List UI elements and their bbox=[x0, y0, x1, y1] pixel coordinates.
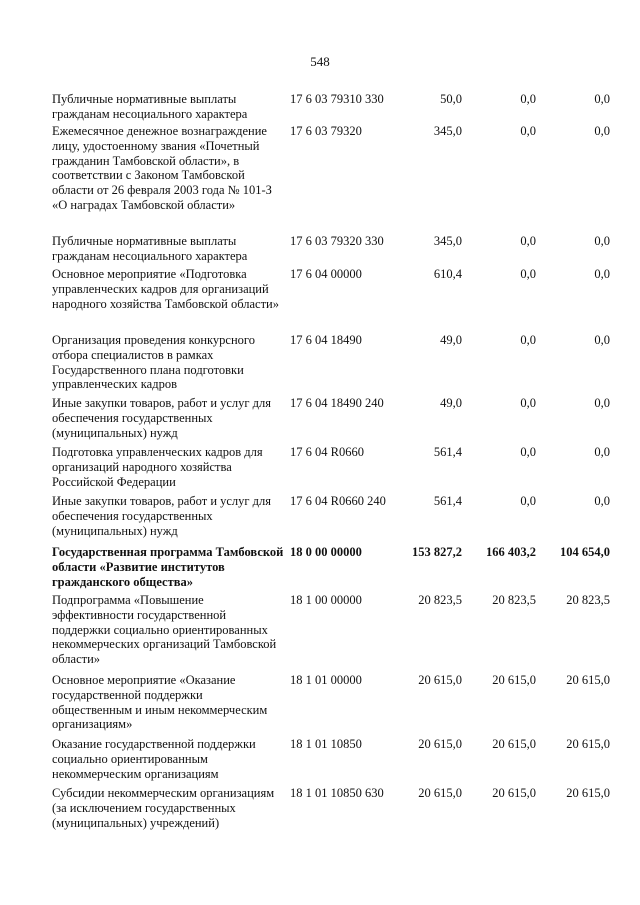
row-name: Публичные нормативные выплаты гражданам несоциального характера bbox=[52, 234, 248, 263]
row-code: 18 1 01 10850 630 bbox=[290, 786, 384, 800]
row-name: Публичные нормативные выплаты гражданам несоциального характера bbox=[52, 92, 248, 121]
row-value-2024: 345,0 bbox=[433, 234, 462, 248]
row-code: 17 6 04 18490 240 bbox=[290, 396, 384, 410]
row-value-2025: 0,0 bbox=[520, 267, 536, 281]
row-name: Оказание государственной поддержки социально ориентированным некоммерческим организациям bbox=[52, 737, 256, 781]
row-name: Субсидии некоммерческим организациям (за исключением государственных (муниципальных) учреждений) bbox=[52, 786, 275, 830]
row-name: Иные закупки товаров, работ и услуг для обеспечения государственных (муниципальных) нужд bbox=[52, 396, 272, 440]
row-value-2024: 20 823,5 bbox=[418, 593, 462, 607]
row-code: 18 1 01 00000 bbox=[290, 673, 362, 687]
row-code: 17 6 04 18490 bbox=[290, 333, 362, 347]
row-code: 17 6 04 R0660 240 bbox=[290, 494, 386, 508]
row-value-2024: 50,0 bbox=[440, 92, 462, 106]
row-code: 17 6 03 79320 330 bbox=[290, 234, 384, 248]
row-name: Подготовка управленческих кадров для организаций народного хозяйства Российской Федерации bbox=[52, 445, 263, 489]
row-code: 17 6 04 R0660 bbox=[290, 445, 364, 459]
row-value-2026: 104 654,0 bbox=[560, 545, 610, 559]
row-value-2026: 0,0 bbox=[594, 124, 610, 138]
row-value-2025: 0,0 bbox=[520, 494, 536, 508]
row-value-2025: 20 615,0 bbox=[492, 673, 536, 687]
row-value-2025: 0,0 bbox=[520, 92, 536, 106]
row-value-2025: 20 823,5 bbox=[492, 593, 536, 607]
row-value-2026: 0,0 bbox=[594, 234, 610, 248]
row-code: 18 0 00 00000 bbox=[290, 545, 362, 559]
row-name: Основное мероприятие «Оказание государственной поддержки общественным и иным некоммерческим организациям» bbox=[52, 673, 268, 732]
row-value-2025: 166 403,2 bbox=[486, 545, 536, 559]
row-name: Государственная программа Тамбовской области «Развитие институтов гражданского общества» bbox=[52, 545, 284, 589]
row-value-2024: 20 615,0 bbox=[418, 737, 462, 751]
row-code: 17 6 03 79310 330 bbox=[290, 92, 384, 106]
row-value-2026: 0,0 bbox=[594, 92, 610, 106]
row-code: 17 6 04 00000 bbox=[290, 267, 362, 281]
row-name: Организация проведения конкурсного отбора специалистов в рамках Государственного плана подготовки управленческих кадров bbox=[52, 333, 255, 392]
row-value-2026: 20 615,0 bbox=[566, 673, 610, 687]
row-value-2024: 561,4 bbox=[433, 445, 462, 459]
row-value-2024: 561,4 bbox=[433, 494, 462, 508]
row-value-2024: 49,0 bbox=[440, 333, 462, 347]
row-value-2026: 20 823,5 bbox=[566, 593, 610, 607]
row-code: 18 1 00 00000 bbox=[290, 593, 362, 607]
row-code: 18 1 01 10850 bbox=[290, 737, 362, 751]
row-value-2025: 0,0 bbox=[520, 445, 536, 459]
row-name: Иные закупки товаров, работ и услуг для обеспечения государственных (муниципальных) нужд bbox=[52, 494, 272, 538]
row-value-2025: 0,0 bbox=[520, 333, 536, 347]
row-name: Ежемесячное денежное вознаграждение лицу, удостоенному звания «Почетный гражданин Тамбовской области», в соответствии с Законом Тамбовской области от 26 февраля 2003 года № 101-З «О наградах Тамбовской области» bbox=[52, 124, 272, 212]
row-value-2026: 0,0 bbox=[594, 333, 610, 347]
row-value-2026: 20 615,0 bbox=[566, 786, 610, 800]
row-value-2024: 153 827,2 bbox=[412, 545, 462, 559]
row-code: 17 6 03 79320 bbox=[290, 124, 362, 138]
row-value-2025: 20 615,0 bbox=[492, 786, 536, 800]
row-value-2025: 0,0 bbox=[520, 234, 536, 248]
row-value-2025: 20 615,0 bbox=[492, 737, 536, 751]
row-value-2024: 610,4 bbox=[433, 267, 462, 281]
row-name: Основное мероприятие «Подготовка управленческих кадров для организаций народного хозяйства Тамбовской области» bbox=[52, 267, 279, 311]
row-value-2026: 0,0 bbox=[594, 396, 610, 410]
row-value-2024: 20 615,0 bbox=[418, 673, 462, 687]
row-value-2024: 20 615,0 bbox=[418, 786, 462, 800]
row-value-2024: 49,0 bbox=[440, 396, 462, 410]
row-value-2025: 0,0 bbox=[520, 396, 536, 410]
page-number: 548 bbox=[310, 54, 330, 69]
row-value-2024: 345,0 bbox=[433, 124, 462, 138]
row-value-2025: 0,0 bbox=[520, 124, 536, 138]
row-name: Подпрограмма «Повышение эффективности государственной поддержки социально ориентированных некоммерческих организаций Тамбовской области» bbox=[52, 593, 277, 667]
row-value-2026: 0,0 bbox=[594, 445, 610, 459]
row-value-2026: 0,0 bbox=[594, 494, 610, 508]
row-value-2026: 20 615,0 bbox=[566, 737, 610, 751]
row-value-2026: 0,0 bbox=[594, 267, 610, 281]
